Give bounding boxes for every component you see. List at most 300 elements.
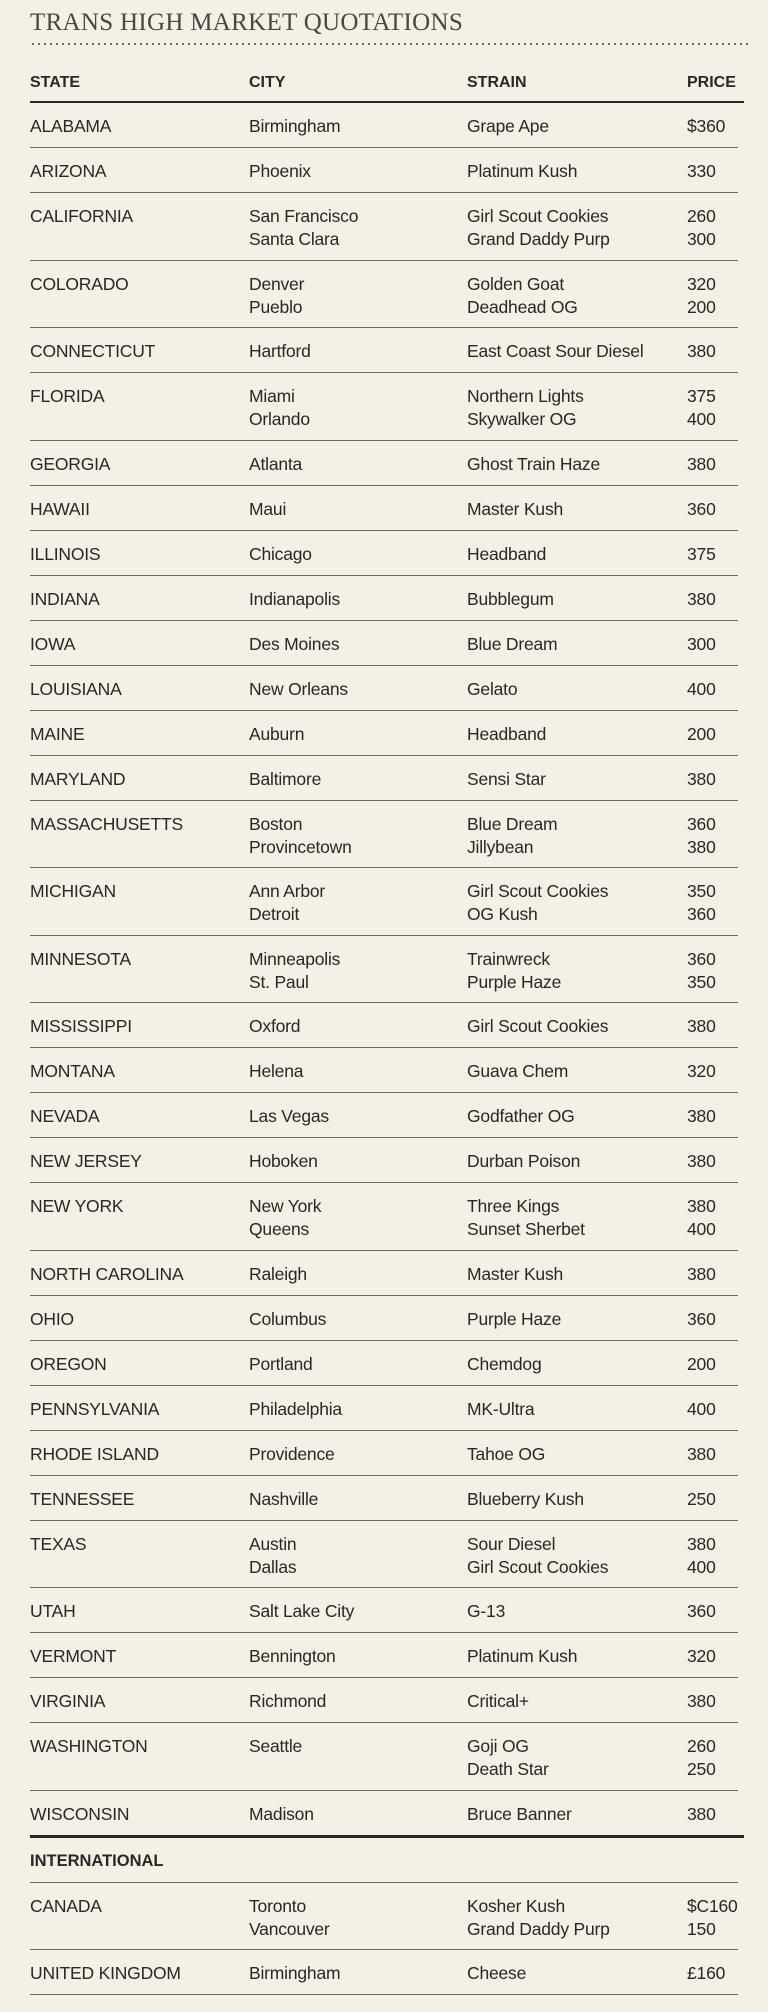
city-cell: [249, 813, 352, 859]
city-value: Provincetown: [249, 836, 352, 857]
city-value: Minneapolis: [249, 948, 341, 969]
price-value: 400: [687, 1398, 716, 1419]
state-name: TENNESSEE: [30, 1488, 135, 1509]
state-cell: [30, 880, 116, 903]
state-name: NORTH CAROLINA: [30, 1263, 184, 1284]
strain-cell: [467, 768, 546, 791]
price-value: 380: [687, 768, 716, 789]
price-value: 400: [687, 1556, 716, 1577]
city-value: Columbus: [249, 1308, 327, 1329]
state-cell: [30, 1353, 107, 1376]
strain-value: Godfather OG: [467, 1106, 575, 1126]
strain-value: Critical+: [467, 1691, 529, 1711]
price-value: 150: [687, 1918, 716, 1939]
strain-value: Master Kush: [467, 1263, 564, 1284]
state-name: MISSISSIPPI: [30, 1016, 132, 1036]
strain-value: Cheese: [467, 1963, 527, 1983]
city-value: Auburn: [249, 723, 305, 744]
price-cell: [687, 633, 716, 656]
strain-value: Purple Haze: [467, 1308, 562, 1329]
strain-cell: [467, 1195, 585, 1241]
city-cell: [249, 1443, 335, 1466]
price-cell: [687, 1600, 716, 1623]
city-value: Bennington: [249, 1646, 336, 1666]
price-value: 250: [687, 1759, 716, 1779]
price-value: 380: [687, 1263, 716, 1284]
table-row: [30, 1588, 738, 1633]
price-value: 380: [687, 341, 716, 361]
state-name: OHIO: [30, 1308, 74, 1329]
state-cell: [30, 633, 75, 656]
city-cell: [249, 768, 321, 791]
city-cell: [249, 498, 286, 521]
price-cell: [687, 948, 716, 994]
price-value: 375: [687, 386, 716, 406]
price-value: 300: [687, 229, 716, 249]
strain-value: East Coast Sour Diesel: [467, 341, 644, 361]
international-table-body: [30, 1883, 738, 1996]
state-name: WISCONSIN: [30, 1803, 130, 1824]
state-cell: [30, 723, 84, 746]
price-cell: [687, 1735, 716, 1781]
dotted-divider: [30, 43, 748, 45]
city-value: Boston: [249, 813, 303, 834]
city-cell: [249, 160, 311, 183]
table-row: [30, 193, 738, 261]
table-row: [30, 373, 738, 441]
city-cell: [249, 948, 340, 994]
strain-cell: [467, 1308, 561, 1331]
state-cell: [30, 115, 111, 138]
state-name: OREGON: [30, 1353, 107, 1374]
city-cell: [249, 205, 358, 251]
city-value: Austin: [249, 1533, 297, 1554]
city-value: Atlanta: [249, 453, 303, 474]
strain-value: Durban Poison: [467, 1151, 581, 1171]
strain-value: Northern Lights: [467, 386, 584, 406]
table-row: [30, 756, 738, 801]
table-row: [30, 148, 738, 193]
city-cell: [249, 588, 340, 611]
city-cell: [249, 543, 312, 566]
state-name: NEW JERSEY: [30, 1151, 142, 1171]
city-value: Ann Arbor: [249, 881, 326, 901]
city-value: Baltimore: [249, 768, 322, 789]
city-cell: [249, 1308, 326, 1331]
city-value: Salt Lake City: [249, 1601, 355, 1621]
state-name: MICHIGAN: [30, 881, 116, 901]
strain-cell: [467, 1803, 572, 1826]
state-cell: [30, 1600, 76, 1623]
price-cell: [687, 1105, 716, 1128]
strain-value: Jillybean: [467, 836, 534, 857]
city-cell: [249, 1150, 318, 1173]
state-cell: [30, 1105, 99, 1128]
strain-cell: [467, 160, 577, 183]
city-value: Phoenix: [249, 161, 311, 181]
price-value: 360: [687, 813, 716, 834]
table-row: [30, 1723, 738, 1791]
price-cell: [687, 1533, 716, 1579]
state-cell: [30, 678, 122, 701]
strain-value: Tahoe OG: [467, 1443, 546, 1464]
city-cell: [249, 1600, 354, 1623]
table-row: [30, 328, 738, 373]
price-cell: [687, 543, 716, 566]
state-cell: [30, 273, 129, 296]
city-cell: [249, 385, 310, 431]
price-cell: [687, 160, 716, 183]
state-cell: [30, 1488, 134, 1511]
city-cell: [249, 1195, 321, 1241]
price-cell: [687, 1015, 716, 1038]
city-value: Seattle: [249, 1736, 303, 1756]
strain-cell: [467, 1735, 549, 1781]
price-value: 380: [687, 588, 716, 609]
table-row: [30, 801, 738, 869]
strain-value: Blue Dream: [467, 633, 558, 654]
state-name: UTAH: [30, 1601, 76, 1621]
state-cell: [30, 1735, 148, 1758]
state-name: CANADA: [30, 1895, 102, 1916]
state-cell: [30, 385, 104, 408]
strain-cell: [467, 1015, 608, 1038]
table-row: [30, 1386, 738, 1431]
state-name: LOUISIANA: [30, 678, 122, 699]
price-value: 200: [687, 296, 716, 317]
header-state: STATE: [30, 74, 81, 91]
price-value: 400: [687, 1219, 716, 1239]
table-row: [30, 486, 738, 531]
city-cell: [249, 1060, 303, 1083]
strain-value: Grand Daddy Purp: [467, 1918, 610, 1939]
state-name: MARYLAND: [30, 768, 126, 789]
strain-cell: [467, 1443, 545, 1466]
state-cell: [30, 588, 100, 611]
header-strain: STRAIN: [467, 74, 527, 91]
strain-cell: [467, 1690, 529, 1713]
state-cell: [30, 1803, 129, 1826]
table-row: [30, 531, 738, 576]
price-cell: [687, 1195, 716, 1241]
strain-value: Headband: [467, 543, 547, 564]
state-cell: [30, 1962, 181, 1985]
city-cell: [249, 880, 325, 926]
price-value: 380: [687, 453, 716, 474]
city-cell: [249, 273, 304, 319]
city-value: Queens: [249, 1219, 310, 1239]
table-row: [30, 1791, 744, 1838]
state-cell: [30, 498, 90, 521]
state-name: MONTANA: [30, 1061, 115, 1081]
strain-cell: [467, 340, 644, 363]
price-value: 360: [687, 948, 716, 969]
strain-value: Chemdog: [467, 1353, 542, 1374]
table-row: [30, 1341, 738, 1386]
price-cell: [687, 1645, 716, 1668]
price-cell: [687, 588, 716, 611]
table-row: [30, 1431, 738, 1476]
table-row: [30, 1183, 738, 1251]
state-name: ALABAMA: [30, 116, 112, 136]
price-value: 350: [687, 881, 716, 901]
city-cell: [249, 1015, 300, 1038]
price-cell: [687, 453, 716, 476]
state-name: ARIZONA: [30, 161, 107, 181]
strain-value: Girl Scout Cookies: [467, 1556, 609, 1577]
city-value: Santa Clara: [249, 229, 340, 249]
city-value: Dallas: [249, 1556, 297, 1577]
price-value: 320: [687, 273, 716, 294]
state-name: GEORGIA: [30, 453, 111, 474]
table-row: [30, 441, 738, 486]
international-heading: INTERNATIONAL: [30, 1851, 164, 1870]
city-cell: [249, 340, 311, 363]
price-value: 400: [687, 678, 716, 699]
strain-value: Platinum Kush: [467, 1646, 578, 1666]
strain-cell: [467, 1895, 610, 1941]
price-value: £160: [687, 1963, 726, 1983]
price-value: 260: [687, 206, 716, 226]
strain-cell: [467, 1150, 580, 1173]
city-value: San Francisco: [249, 206, 359, 226]
city-value: Toronto: [249, 1895, 306, 1916]
city-value: Oxford: [249, 1016, 301, 1036]
state-name: ILLINOIS: [30, 543, 101, 564]
table-row: [30, 576, 738, 621]
state-name: WASHINGTON: [30, 1736, 148, 1756]
strain-cell: [467, 1645, 577, 1668]
strain-cell: [467, 205, 610, 251]
city-cell: [249, 1263, 307, 1286]
table-row: [30, 1678, 738, 1723]
price-cell: [687, 1962, 725, 1985]
state-cell: [30, 1533, 86, 1556]
strain-cell: [467, 273, 578, 319]
strain-value: Ghost Train Haze: [467, 453, 600, 474]
strain-cell: [467, 678, 517, 701]
strain-value: Sunset Sherbet: [467, 1219, 585, 1239]
price-value: 380: [687, 1691, 716, 1711]
state-name: HAWAII: [30, 498, 90, 519]
city-value: Birmingham: [249, 1963, 341, 1983]
state-cell: [30, 453, 110, 476]
city-cell: [249, 453, 302, 476]
table-row: [30, 1093, 738, 1138]
city-value: Helena: [249, 1061, 304, 1081]
table-row: [30, 1251, 738, 1296]
strain-value: Trainwreck: [467, 948, 550, 969]
city-value: New York: [249, 1196, 322, 1216]
price-cell: [687, 115, 725, 138]
price-cell: [687, 1150, 716, 1173]
price-cell: [687, 1353, 716, 1376]
strain-cell: [467, 633, 557, 656]
table-row: [30, 1048, 738, 1093]
price-value: 360: [687, 1601, 716, 1621]
city-value: Vancouver: [249, 1918, 330, 1939]
price-cell: [687, 678, 716, 701]
price-value: 330: [687, 161, 716, 181]
table-row: [30, 261, 738, 329]
price-value: 350: [687, 971, 716, 992]
state-cell: [30, 1060, 115, 1083]
header-price: PRICE: [687, 74, 736, 91]
table-row: [30, 103, 738, 148]
strain-cell: [467, 1263, 563, 1286]
price-cell: [687, 340, 716, 363]
city-cell: [249, 115, 340, 138]
price-value: 260: [687, 1736, 716, 1756]
table-row: [30, 1521, 738, 1589]
state-cell: [30, 1443, 159, 1466]
price-value: 250: [687, 1488, 716, 1509]
state-name: INDIANA: [30, 588, 100, 609]
city-cell: [249, 1353, 313, 1376]
city-value: Indianapolis: [249, 588, 341, 609]
price-value: 360: [687, 498, 716, 519]
strain-value: Bubblegum: [467, 588, 554, 609]
strain-value: Deadhead OG: [467, 296, 578, 317]
strain-value: Gelato: [467, 678, 518, 699]
strain-cell: [467, 880, 608, 926]
city-value: Birmingham: [249, 116, 341, 136]
table-row: [30, 1950, 738, 1995]
price-value: $C160: [687, 1895, 738, 1916]
state-name: MAINE: [30, 723, 85, 744]
strain-value: Kosher Kush: [467, 1895, 565, 1916]
us-table-body: [30, 103, 738, 1838]
strain-value: Grand Daddy Purp: [467, 229, 610, 249]
price-value: 380: [687, 1196, 716, 1216]
table-row: [30, 1003, 738, 1048]
strain-value: Sensi Star: [467, 768, 546, 789]
price-cell: [687, 1690, 716, 1713]
price-value: 380: [687, 1151, 716, 1171]
price-cell: [687, 723, 716, 746]
price-value: 380: [687, 1016, 716, 1036]
strain-value: Girl Scout Cookies: [467, 206, 609, 226]
state-cell: [30, 1195, 123, 1218]
international-section-label: [30, 1838, 738, 1883]
strain-cell: [467, 385, 584, 431]
strain-value: Skywalker OG: [467, 409, 577, 429]
strain-value: G-13: [467, 1601, 506, 1621]
state-cell: [30, 1895, 102, 1918]
price-cell: [687, 1308, 716, 1331]
strain-cell: [467, 1398, 534, 1421]
state-name: NEW YORK: [30, 1196, 124, 1216]
state-name: MASSACHUSETTS: [30, 813, 183, 834]
table-row: [30, 1883, 738, 1951]
table-row: [30, 868, 738, 936]
city-cell: [249, 1690, 326, 1713]
city-value: Pueblo: [249, 296, 303, 317]
table-row: [30, 666, 738, 711]
strain-value: Girl Scout Cookies: [467, 881, 609, 901]
state-cell: [30, 543, 100, 566]
price-cell: [687, 1488, 716, 1511]
city-cell: [249, 678, 348, 701]
state-cell: [30, 1645, 116, 1668]
city-value: Portland: [249, 1353, 313, 1374]
city-value: Orlando: [249, 409, 310, 429]
state-name: MINNESOTA: [30, 948, 131, 969]
price-value: 300: [687, 633, 716, 654]
city-cell: [249, 1645, 336, 1668]
state-name: VIRGINIA: [30, 1691, 106, 1711]
price-cell: [687, 1263, 716, 1286]
price-cell: [687, 1060, 716, 1083]
strain-cell: [467, 1105, 575, 1128]
price-value: 380: [687, 1106, 716, 1126]
city-value: Miami: [249, 386, 295, 406]
state-name: VERMONT: [30, 1646, 117, 1666]
strain-value: OG Kush: [467, 904, 538, 924]
price-value: 380: [687, 836, 716, 857]
city-value: Maui: [249, 498, 287, 519]
price-value: 200: [687, 1353, 716, 1374]
state-cell: [30, 1308, 74, 1331]
strain-value: Girl Scout Cookies: [467, 1016, 609, 1036]
state-name: PENNSYLVANIA: [30, 1398, 160, 1419]
state-name: IOWA: [30, 633, 76, 654]
state-cell: [30, 1263, 183, 1286]
state-name: TEXAS: [30, 1533, 87, 1554]
city-cell: [249, 1105, 329, 1128]
state-name: COLORADO: [30, 273, 129, 294]
price-value: 320: [687, 1646, 716, 1666]
strain-cell: [467, 948, 561, 994]
city-value: Detroit: [249, 904, 300, 924]
price-cell: [687, 1443, 716, 1466]
price-cell: [687, 768, 716, 791]
strain-cell: [467, 1353, 541, 1376]
price-value: 200: [687, 723, 716, 744]
state-name: CALIFORNIA: [30, 206, 134, 226]
strain-cell: [467, 115, 549, 138]
table-row: [30, 936, 738, 1004]
city-value: Denver: [249, 273, 305, 294]
strain-value: Blueberry Kush: [467, 1488, 584, 1509]
price-cell: [687, 1803, 716, 1826]
city-cell: [249, 1533, 296, 1579]
price-value: 380: [687, 1803, 716, 1824]
table-row: [30, 711, 738, 756]
strain-cell: [467, 813, 557, 859]
state-cell: [30, 948, 131, 971]
city-cell: [249, 1735, 302, 1758]
state-cell: [30, 813, 183, 836]
state-name: RHODE ISLAND: [30, 1443, 159, 1464]
city-value: Nashville: [249, 1488, 319, 1509]
page-title: TRANS HIGH MARKET QUOTATIONS: [30, 9, 464, 36]
city-cell: [249, 723, 304, 746]
strain-cell: [467, 1488, 584, 1511]
strain-value: Golden Goat: [467, 273, 565, 294]
price-value: 360: [687, 1308, 716, 1329]
strain-value: Death Star: [467, 1759, 549, 1779]
strain-cell: [467, 543, 546, 566]
city-value: Richmond: [249, 1691, 327, 1711]
price-value: 400: [687, 409, 716, 429]
state-name: UNITED KINGDOM: [30, 1963, 181, 1983]
state-cell: [30, 340, 155, 363]
city-cell: [249, 633, 339, 656]
table-row: [30, 1476, 738, 1521]
city-cell: [249, 1803, 314, 1826]
table-row: [30, 621, 738, 666]
